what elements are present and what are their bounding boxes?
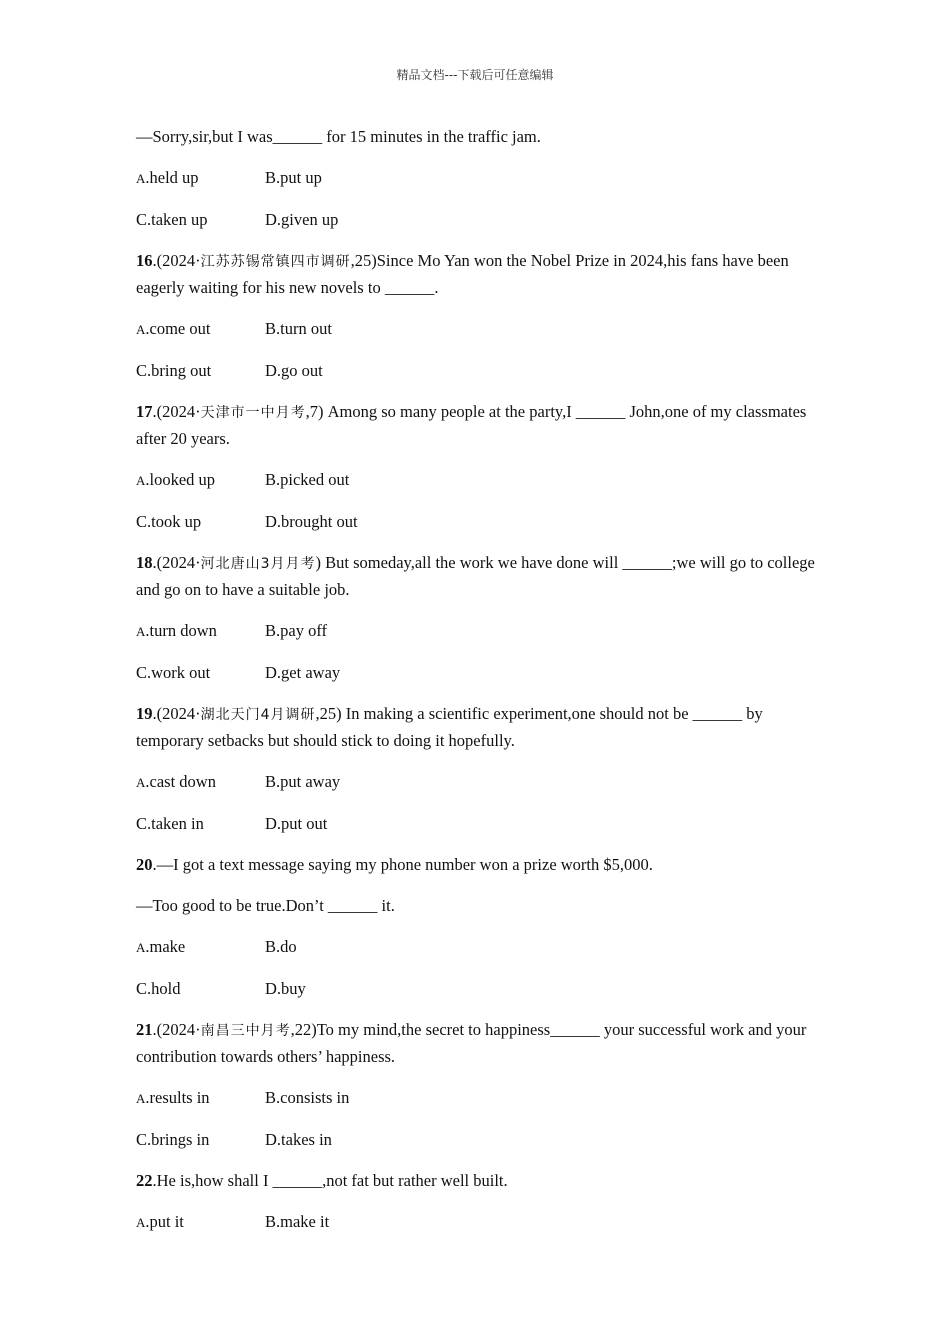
option-d: D.get away bbox=[265, 663, 341, 682]
option-c: C.taken up bbox=[136, 210, 208, 229]
option-b: B.pay off bbox=[265, 621, 328, 640]
q16-options-cd bbox=[136, 358, 816, 383]
q21-options-ab bbox=[136, 1085, 816, 1111]
question-number: 17 bbox=[136, 402, 153, 421]
option-d: D.brought out bbox=[265, 512, 358, 531]
question-20-reply: —Too good to be true.Don’t ______ it. bbox=[136, 896, 395, 915]
option-d: D.go out bbox=[265, 361, 323, 380]
intro-options-cd bbox=[136, 207, 816, 232]
option-c: C.hold bbox=[136, 979, 181, 998]
option-c: C.bring out bbox=[136, 361, 212, 380]
question-number: 16 bbox=[136, 251, 153, 270]
option-d: D.given up bbox=[265, 210, 339, 229]
q19-options-cd bbox=[136, 811, 816, 836]
option-b: B.put away bbox=[265, 772, 341, 791]
q21-options-cd bbox=[136, 1127, 816, 1152]
option-a: A.come out bbox=[136, 319, 211, 338]
option-a: A.held up bbox=[136, 168, 199, 187]
q19-options-ab bbox=[136, 769, 816, 795]
q22-options-ab bbox=[136, 1209, 816, 1235]
page-header: 精品文档---下载后可任意编辑 bbox=[396, 68, 554, 82]
option-b: B.consists in bbox=[265, 1088, 350, 1107]
option-d: D.put out bbox=[265, 814, 328, 833]
question-number: 20 bbox=[136, 855, 153, 874]
option-a: A.looked up bbox=[136, 470, 216, 489]
option-a: A.make bbox=[136, 937, 186, 956]
option-b: B.put up bbox=[265, 168, 322, 187]
question-number: 21 bbox=[136, 1020, 153, 1039]
question-16: 16.(2024·江苏苏锡常镇四市调研,25)Since Mo Yan won the Nobel Prize in 2024,his fans have been eagerly waiting for his new novels to ______. bbox=[136, 251, 789, 297]
question-source: 湖北天门4月调研 bbox=[200, 707, 316, 723]
option-b: B.turn out bbox=[265, 319, 332, 338]
question-number: 19 bbox=[136, 704, 153, 723]
question-21: 21.(2024·南昌三中月考,22)To my mind,the secret to happiness______ your successful work and your contribution towards others’ happiness. bbox=[136, 1020, 807, 1066]
q18-options-cd bbox=[136, 660, 816, 685]
document-body bbox=[136, 124, 816, 1251]
option-b: B.make it bbox=[265, 1212, 330, 1231]
question-source: 天津市一中月考 bbox=[200, 405, 306, 421]
option-c: C.brings in bbox=[136, 1130, 210, 1149]
option-b: B.do bbox=[265, 937, 297, 956]
option-b: B.picked out bbox=[265, 470, 350, 489]
option-d: D.takes in bbox=[265, 1130, 332, 1149]
option-a: A.cast down bbox=[136, 772, 216, 791]
q17-options-ab bbox=[136, 467, 816, 493]
intro-options-ab bbox=[136, 165, 816, 191]
q18-options-ab bbox=[136, 618, 816, 644]
q20-options-ab bbox=[136, 934, 816, 960]
option-d: D.buy bbox=[265, 979, 306, 998]
question-17: 17.(2024·天津市一中月考,7) Among so many people at the party,I ______ John,one of my classmates after 20 years. bbox=[136, 402, 807, 448]
q16-options-ab bbox=[136, 316, 816, 342]
question-22: 22.He is,how shall I ______,not fat but rather well built. bbox=[136, 1171, 508, 1190]
question-19: 19.(2024·湖北天门4月调研,25) In making a scientific experiment,one should not be ______ by temporary setbacks but should stick to doing it hopefully. bbox=[136, 704, 763, 750]
option-c: C.work out bbox=[136, 663, 211, 682]
question-number: 22 bbox=[136, 1171, 153, 1190]
option-c: C.taken in bbox=[136, 814, 204, 833]
question-20: 20.—I got a text message saying my phone number won a prize worth $5,000. bbox=[136, 855, 653, 874]
q17-options-cd bbox=[136, 509, 816, 534]
intro-dialogue-line: —Sorry,sir,but I was______ for 15 minutes in the traffic jam. bbox=[136, 127, 541, 146]
option-a: A.results in bbox=[136, 1088, 210, 1107]
q20-options-cd bbox=[136, 976, 816, 1001]
question-source: 南昌三中月考 bbox=[200, 1023, 291, 1039]
option-c: C.took up bbox=[136, 512, 202, 531]
question-source: 江苏苏锡常镇四市调研 bbox=[200, 254, 351, 270]
option-a: A.turn down bbox=[136, 621, 217, 640]
question-number: 18 bbox=[136, 553, 153, 572]
question-18: 18.(2024·河北唐山3月月考) But someday,all the work we have done will ______;we will go to college and go on to have a suitable job. bbox=[136, 553, 815, 599]
option-a: A.put it bbox=[136, 1212, 184, 1231]
question-source: 河北唐山3月月考 bbox=[200, 556, 316, 572]
